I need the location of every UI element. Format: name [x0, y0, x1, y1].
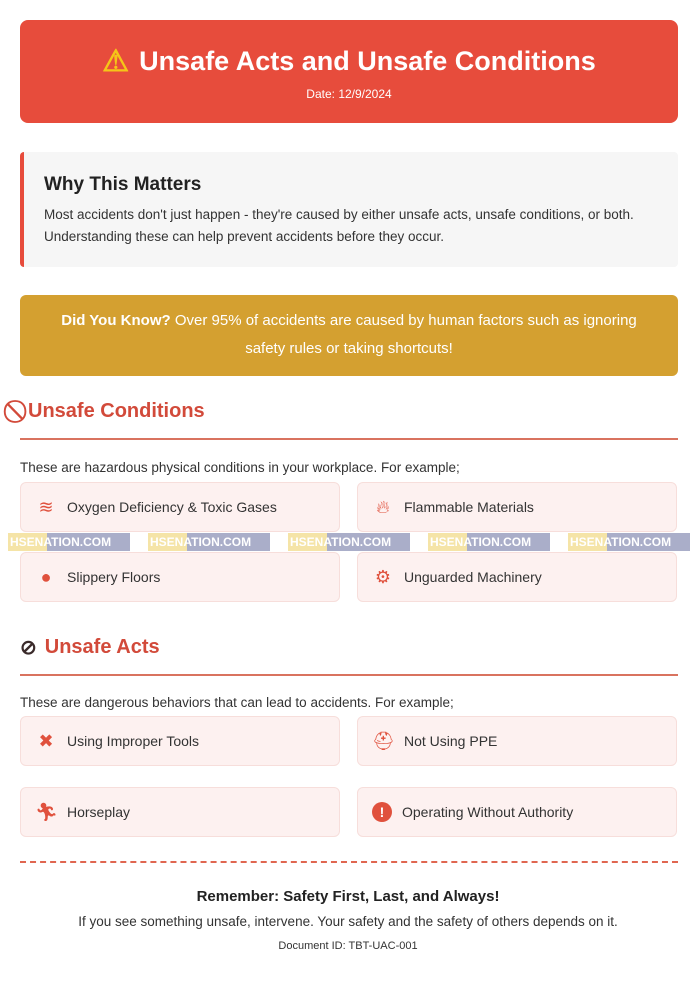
did-you-know-label: Did You Know?	[61, 312, 171, 329]
act-card	[20, 787, 340, 837]
watermark-text: HSENATION.COM	[568, 533, 690, 551]
no-person-icon: ⊘	[20, 636, 37, 659]
tools-icon: ✖	[38, 730, 54, 751]
conditions-intro: These are hazardous physical conditions in your workplace. For example;	[20, 460, 460, 475]
wind-icon: ≋	[38, 496, 54, 517]
gears-icon: ⚙	[374, 566, 392, 587]
condition-card	[357, 482, 677, 532]
watermark-text: HSENATION.COM	[8, 533, 130, 551]
act-card	[357, 716, 677, 766]
why-this-matters	[20, 152, 678, 267]
card-label: Slippery Floors	[67, 569, 161, 585]
watermark-text: HSENATION.COM	[428, 533, 550, 551]
unsafe-conditions-heading	[20, 396, 678, 426]
dashed-divider	[20, 861, 678, 863]
card-label: Operating Without Authority	[402, 804, 574, 820]
act-card	[20, 716, 340, 766]
unsafe-conditions-title: Unsafe Conditions	[28, 399, 205, 422]
exclamation-icon: !	[372, 802, 392, 822]
unsafe-acts-title: Unsafe Acts	[44, 635, 160, 658]
footer-text: If you see something unsafe, intervene. Your safety and the safety of others depends on it.	[78, 914, 618, 929]
card-label: Using Improper Tools	[67, 733, 200, 749]
header-banner	[20, 20, 678, 123]
unsafe-acts-section	[20, 632, 678, 676]
card-label: Oxygen Deficiency & Toxic Gases	[67, 499, 277, 515]
divider	[20, 438, 678, 440]
card-label: Horseplay	[67, 804, 131, 820]
document-id: Document ID: TBT-UAC-001	[278, 940, 418, 952]
card-label: Flammable Materials	[404, 499, 534, 515]
unsafe-conditions-section	[20, 396, 678, 440]
acts-intro: These are dangerous behaviors that can lead to accidents. For example;	[20, 695, 454, 710]
card-label: Unguarded Machinery	[404, 569, 542, 585]
did-you-know-box	[20, 295, 678, 376]
page-title: Unsafe Acts and Unsafe Conditions	[139, 46, 596, 76]
why-title: Why This Matters	[44, 174, 202, 195]
date: Date: 12/9/2024	[306, 87, 392, 101]
unsafe-acts-heading	[20, 632, 678, 662]
did-you-know-text: Over 95% of accidents are caused by human factors such as ignoring safety rules or taking shortcuts!	[170, 312, 637, 357]
page-title-row	[20, 44, 678, 79]
hard-hat-icon: ⛑	[372, 730, 395, 751]
footer-title: Remember: Safety First, Last, and Always!	[196, 888, 500, 905]
watermark	[0, 533, 696, 551]
watermark-text: HSENATION.COM	[288, 533, 410, 551]
warning-icon: ⚠	[102, 45, 130, 78]
card-label: Not Using PPE	[404, 733, 498, 749]
condition-card	[20, 482, 340, 532]
why-text: Most accidents don't just happen - they're caused by either unsafe acts, unsafe conditions, or both. Understanding these can help prevent accidents before they occur.	[44, 207, 634, 244]
watermark-text: HSENATION.COM	[148, 533, 270, 551]
fire-icon: 🔥︎	[376, 496, 390, 517]
condition-card	[357, 552, 677, 602]
footprints-icon: ●	[40, 566, 52, 587]
divider	[20, 674, 678, 676]
condition-card	[20, 552, 340, 602]
running-icon: 🏃︎	[35, 801, 58, 822]
act-card	[357, 787, 677, 837]
